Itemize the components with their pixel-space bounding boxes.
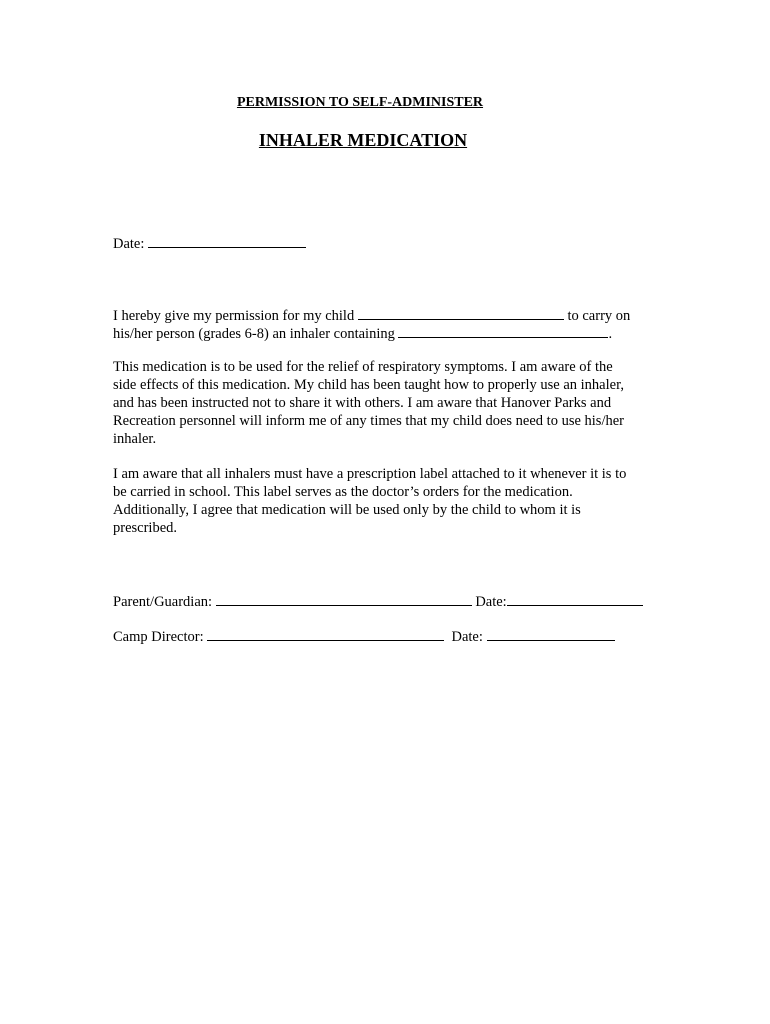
parent-signature-blank[interactable] xyxy=(216,591,472,606)
director-label: Camp Director: xyxy=(113,629,204,645)
paragraph-1-line: inhaler. xyxy=(113,431,157,447)
paragraph-1-line: and has been instructed not to share it with others. I am aware that Hanover Parks and xyxy=(113,395,612,411)
paragraph-2-line: be carried in school. This label serves as the doctor’s orders for the medication. xyxy=(113,484,573,500)
director-signature-blank[interactable] xyxy=(207,626,444,641)
paragraph-1-line: Recreation personnel will inform me of any times that my child does need to use his/her xyxy=(113,413,624,429)
paragraph-2-line: Additionally, I agree that medication will be used only by the child to whom it is xyxy=(113,502,581,518)
director-date-blank[interactable] xyxy=(487,626,615,641)
paragraph-1-line: This medication is to be used for the relief of respiratory symptoms. I am aware of the xyxy=(113,359,613,375)
director-signature-line xyxy=(113,626,615,646)
permission-text-end: to carry on xyxy=(567,308,631,324)
paragraph-1 xyxy=(113,358,653,448)
title-line-1: PERMISSION TO SELF-ADMINISTER xyxy=(236,95,484,110)
paragraph-2-line: I am aware that all inhalers must have a prescription label attached to it whenever it is to xyxy=(113,466,627,482)
date-label: Date: xyxy=(113,236,145,252)
paragraph-2 xyxy=(113,465,653,537)
parent-date-blank[interactable] xyxy=(507,591,643,606)
parent-signature-line xyxy=(113,591,643,611)
paragraph-1-line: side effects of this medication. My child has been taught how to properly use an inhaler, xyxy=(113,377,624,393)
permission-line2-start: his/her person (grades 6-8) an inhaler containing xyxy=(113,326,395,342)
date-blank[interactable] xyxy=(148,233,306,248)
child-name-blank[interactable] xyxy=(358,305,564,320)
title-line-2: INHALER MEDICATION xyxy=(258,130,468,150)
permission-text-start: I hereby give my permission for my child xyxy=(113,308,355,324)
inhaler-contents-blank[interactable] xyxy=(398,323,608,338)
permission-line2-end: . xyxy=(608,326,613,342)
permission-line-1 xyxy=(113,305,630,325)
director-date-label: Date: xyxy=(451,629,483,645)
paragraph-2-line: prescribed. xyxy=(113,520,178,536)
date-line xyxy=(113,233,306,253)
parent-date-label: Date: xyxy=(475,594,507,610)
parent-label: Parent/Guardian: xyxy=(113,594,213,610)
permission-line-2 xyxy=(113,323,612,343)
